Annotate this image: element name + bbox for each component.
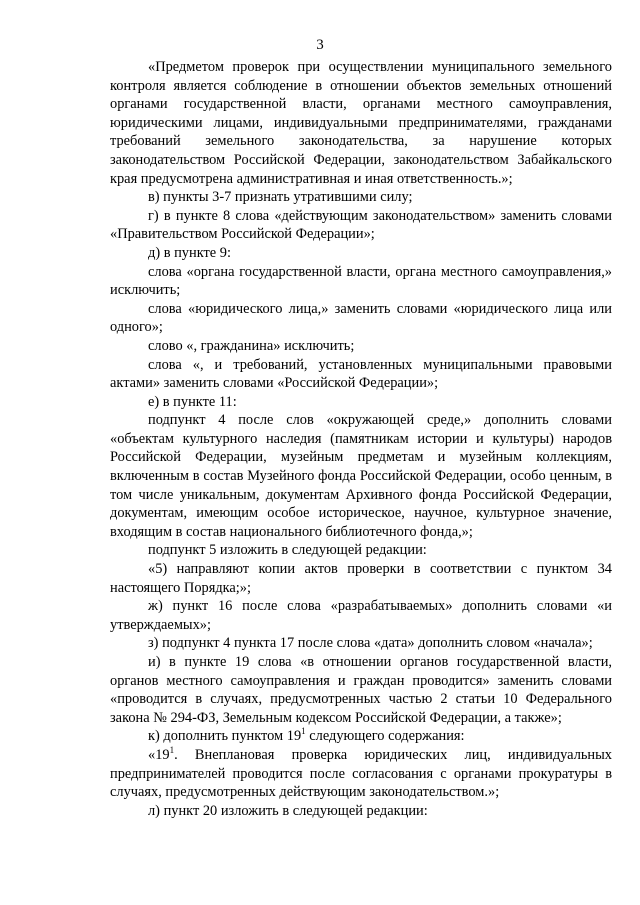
item-e: е) в пункте 11:	[148, 393, 237, 410]
item-19-1	[110, 746, 612, 802]
item-d-words-2: слова «юридического лица,» заменить словами «юридического лица или одного»;	[110, 300, 612, 336]
document-body	[110, 58, 612, 820]
item-k-after: следующего содержания:	[305, 728, 465, 745]
item-l: л) пункт 20 изложить в следующей редакции:	[148, 802, 428, 819]
item-k-before: к) дополнить пунктом 19	[148, 728, 302, 745]
item-19-1-superscript: 1	[169, 744, 175, 755]
page-number: 3	[316, 37, 324, 53]
paragraph-subject-of-inspections: «Предметом проверок при осуществлении муниципального земельного контроля является соблюдение в отношении объектов земельных отношений органами государственной власти, органами местного самоуправления, юридическими лицами, индивидуальными предпринимателями, гражданами требований земельного законодательства, за нарушение которых законодательством Российской Федерации, законодательством Забайкальского края предусмотрена административная и иная ответственность.»;	[110, 59, 612, 187]
item-d-words-4: слова «, и требований, установленных муниципальными правовыми актами» заменить словами «Российской Федерации»;	[110, 356, 612, 392]
item-g: г) в пункте 8 слова «действующим законодательством» заменить словами «Правительством Российской Федерации»;	[110, 207, 612, 243]
item-i: и) в пункте 19 слова «в отношении органов государственной власти, органов местного самоуправления и граждан проводится» заменить словами «проводится в случаях, предусмотренных частью 2 статьи 10 Федерального закона № 294-ФЗ, Земельным кодексом Российской Федерации, а также»;	[110, 654, 612, 726]
item-k	[110, 727, 612, 746]
item-e-subitem-5-text: «5) направляют копии актов проверки в соответствии с пунктом 34 настоящего Порядка;»;	[110, 561, 612, 596]
item-v: в) пункты 3-7 признать утратившими силу;	[148, 189, 413, 206]
item-z: з) подпункт 4 пункта 17 после слова «дата» дополнить словом «начала»;	[148, 635, 593, 652]
item-19-1-before: «19	[148, 746, 170, 763]
item-k-superscript: 1	[301, 726, 306, 737]
item-e-subitem-4: подпункт 4 после слов «окружающей среде,» дополнить словами «объектам культурного наследия (памятникам истории и культуры) народов Российской Федерации, музейным предметам и музейным коллекциям, включенным в состав Музейного фонда Российской Федерации, особо ценным, в том числе уникальным, документам Архивного фонда Российской Федерации, документам, имеющим особое историческое, научное, культурное значение, входящим в состав национального библиотечного фонда,»;	[110, 412, 612, 540]
item-d-word-3: слово «, гражданина» исключить;	[148, 337, 355, 354]
item-d-words-1: слова «органа государственной власти, органа местного самоуправления,» исключить;	[110, 263, 612, 299]
item-e-subitem-5: подпункт 5 изложить в следующей редакции:	[148, 542, 427, 559]
item-zh: ж) пункт 16 после слова «разрабатываемых» дополнить словами «и утверждаемых»;	[110, 598, 612, 633]
item-19-1-after: . Внеплановая проверка юридических лиц, индивидуальных предпринимателей проводится после согласования с органами прокуратуры в случаях, предусмотренных действующим законодательством.»;	[110, 746, 612, 801]
item-d: д) в пункте 9:	[148, 244, 231, 261]
